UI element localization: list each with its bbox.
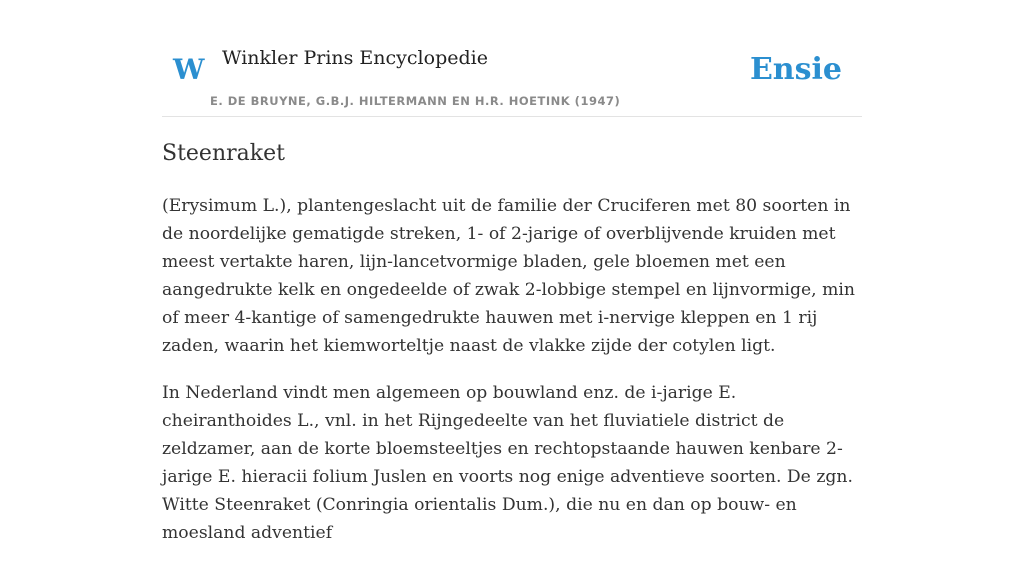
page-container — [162, 0, 862, 543]
article-title: Steenraket — [162, 141, 285, 166]
book-title[interactable]: Winkler Prins Encyclopedie — [222, 47, 488, 69]
header — [162, 0, 862, 117]
book-authors: E. DE BRUYNE, G.B.J. HILTERMANN EN H.R. HOETINK (1947) — [210, 94, 621, 108]
ensie-logo[interactable]: Ensie — [749, 52, 842, 87]
article-paragraph: In Nederland vindt men algemeen op bouwland enz. de i-jarige E. cheiranthoides L., vnl. in het Rijngedeelte van het fluviatiele district de zeldzamer, aan de korte bloemsteeltjes en rechtopstaande hauwen kenbare 2-jarige E. hieracii folium Juslen en voorts nog enige adventieve soorten. De zgn. Witte Steenraket (Conringia orientalis Dum.), die nu en dan op bouw- en moesland adventief — [162, 383, 853, 543]
winkler-prins-logo[interactable]: W — [173, 53, 205, 86]
article-paragraph: (Erysimum L.), plantengeslacht uit de familie der Cruciferen met 80 soorten in de noordelijke gematigde streken, 1- of 2-jarige of overblijvende kruiden met meest vertakte haren, lijn-lancetvormige bladen, gele bloemen met een aangedrukte kelk en ongedeelde of zwak 2-lobbige stempel en lijnvormige, min of meer 4-kantige of samengedrukte hauwen met i-nervige kleppen en 1 rij zaden, waarin het kiemworteltje naast de vlakke zijde der cotylen ligt. — [162, 196, 855, 356]
article-body — [162, 192, 862, 566]
